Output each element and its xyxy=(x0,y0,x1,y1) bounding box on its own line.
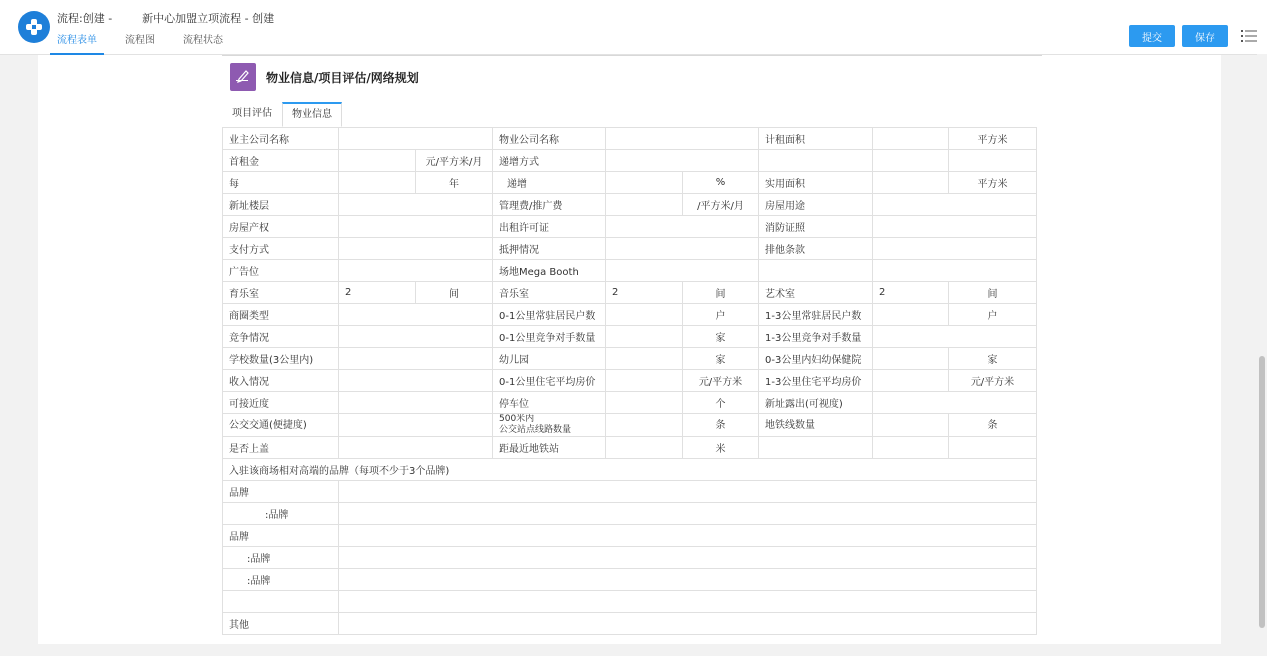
unit-jia: 家 xyxy=(683,348,759,370)
label-mortgage: 抵押情况 xyxy=(493,238,606,260)
label-visibility: 新址露出(可视度) xyxy=(759,392,873,414)
table-row xyxy=(223,591,1037,613)
house-price-1km-input[interactable] xyxy=(606,370,683,392)
label-competitors-1km: 0-1公里竞争对手数量 xyxy=(493,326,606,348)
empty-cell xyxy=(949,437,1037,459)
every-input[interactable] xyxy=(339,172,416,194)
other-input[interactable] xyxy=(339,613,1037,635)
tab-project-evaluation[interactable]: 项目评估 xyxy=(232,108,272,119)
rent-area-input[interactable] xyxy=(873,128,949,150)
tab-process-form[interactable]: 流程表单 xyxy=(50,33,104,55)
label-district-type: 商圈类型 xyxy=(223,304,339,326)
table-row xyxy=(223,128,1037,150)
school-count-input[interactable] xyxy=(339,348,493,370)
actual-area-input[interactable] xyxy=(873,172,949,194)
property-right-input[interactable] xyxy=(339,216,493,238)
table-row xyxy=(223,613,1037,635)
label-rent-area: 计租面积 xyxy=(759,128,873,150)
empty-cell xyxy=(759,437,873,459)
new-floor-input[interactable] xyxy=(339,194,493,216)
label-bus-lines-2: 公交站点线路数量 xyxy=(499,425,572,435)
unit-price: 元/平方米 xyxy=(683,370,759,392)
unit-year: 年 xyxy=(416,172,493,194)
mortgage-input[interactable] xyxy=(606,238,759,260)
label-exclusive-clause: 排他条款 xyxy=(759,238,873,260)
table-row xyxy=(223,282,1037,304)
brands-note: 入驻该商场相对高端的品牌（每项不少于3个品牌) xyxy=(223,459,1037,481)
competitors-1km-input[interactable] xyxy=(606,326,683,348)
unit-tiao: 条 xyxy=(683,414,759,437)
label-rent-license: 出租许可证 xyxy=(493,216,606,238)
table-row xyxy=(223,172,1037,194)
table-row xyxy=(223,150,1037,172)
art-room-count[interactable]: 2 xyxy=(873,282,949,304)
label-income: 收入情况 xyxy=(223,370,339,392)
label-brand: 品牌 xyxy=(223,481,339,503)
table-row xyxy=(223,459,1037,481)
unit-tiao: 条 xyxy=(949,414,1037,437)
unit-sqm: 平方米 xyxy=(949,128,1037,150)
label-ad-space: 广告位 xyxy=(223,260,339,282)
visibility-input[interactable] xyxy=(873,392,1037,414)
unit-room: 间 xyxy=(949,282,1037,304)
ad-space-input[interactable] xyxy=(339,260,493,282)
label-mgmt-fee: 管理费/推广费 xyxy=(493,194,606,216)
music-room-count[interactable]: 2 xyxy=(606,282,683,304)
mega-booth-input[interactable] xyxy=(606,260,759,282)
table-row xyxy=(223,216,1037,238)
unit-households: 户 xyxy=(949,304,1037,326)
property-info-table xyxy=(222,127,1037,635)
label-property-right: 房屋产权 xyxy=(223,216,339,238)
edit-icon xyxy=(230,63,256,91)
empty-cell xyxy=(759,260,873,282)
table-row xyxy=(223,414,1037,437)
title-prefix: 流程:创建 - xyxy=(57,12,113,25)
households-3km-input[interactable] xyxy=(873,304,949,326)
table-row xyxy=(223,348,1037,370)
label-increase-method: 递增方式 xyxy=(493,150,606,172)
table-row xyxy=(223,437,1037,459)
label-bus-lines-1: 500米内 xyxy=(499,414,535,424)
unit-households: 户 xyxy=(683,304,759,326)
label-households-3km: 1-3公里常驻居民户数 xyxy=(759,304,873,326)
unit-room: 间 xyxy=(683,282,759,304)
district-type-input[interactable] xyxy=(339,304,493,326)
property-company-input[interactable] xyxy=(606,128,759,150)
label-property-company: 物业公司名称 xyxy=(493,128,606,150)
table-row xyxy=(223,238,1037,260)
label-households-1km: 0-1公里常驻居民户数 xyxy=(493,304,606,326)
bus-lines-input[interactable] xyxy=(606,414,683,437)
label-art-room: 艺术室 xyxy=(759,282,873,304)
empty-cell xyxy=(759,150,873,172)
income-input[interactable] xyxy=(339,370,493,392)
table-row xyxy=(223,304,1037,326)
owner-company-input[interactable] xyxy=(339,128,493,150)
bus-input[interactable] xyxy=(339,414,493,437)
app-logo-icon xyxy=(18,11,50,43)
table-row xyxy=(223,481,1037,503)
label-fire-license: 消防证照 xyxy=(759,216,873,238)
label-bus: 公交交通(便捷度) xyxy=(223,414,339,437)
brand-input[interactable] xyxy=(339,525,1037,547)
accessibility-input[interactable] xyxy=(339,392,493,414)
label-payment: 支付方式 xyxy=(223,238,339,260)
house-use-input[interactable] xyxy=(873,194,1037,216)
submit-button[interactable]: 提交 xyxy=(1129,25,1175,47)
parking-input[interactable] xyxy=(606,392,683,414)
label-actual-area: 实用面积 xyxy=(759,172,873,194)
brand-input[interactable] xyxy=(339,503,1037,525)
increase-method-input[interactable] xyxy=(606,150,759,172)
label-accessibility: 可接近度 xyxy=(223,392,339,414)
unit-fee: /平方米/月 xyxy=(683,194,759,216)
first-rent-input[interactable] xyxy=(339,150,416,172)
brand-input[interactable] xyxy=(339,591,1037,613)
app-header xyxy=(0,0,1267,55)
label-other: 其他 xyxy=(223,613,339,635)
label-house-price-1km: 0-1公里住宅平均房价 xyxy=(493,370,606,392)
table-row xyxy=(223,547,1037,569)
table-row xyxy=(223,569,1037,591)
unit-ge: 个 xyxy=(683,392,759,414)
process-name: 新中心加盟立项流程 - 创建 xyxy=(142,12,275,25)
mgmt-fee-input[interactable] xyxy=(606,194,683,216)
list-menu-icon[interactable] xyxy=(1241,29,1257,43)
empty-cell xyxy=(873,150,949,172)
tab-process-chart[interactable]: 流程图 xyxy=(125,35,155,46)
fire-license-input[interactable] xyxy=(873,216,1037,238)
brand-input[interactable] xyxy=(339,547,1037,569)
label-brand: 品牌 xyxy=(223,525,339,547)
section-header xyxy=(230,63,419,91)
kindergarten-input[interactable] xyxy=(606,348,683,370)
metro-lines-input[interactable] xyxy=(873,414,949,437)
empty-cell xyxy=(873,260,1037,282)
label-owner-company: 业主公司名称 xyxy=(223,128,339,150)
table-row xyxy=(223,370,1037,392)
label-brand xyxy=(223,591,339,613)
label-metro-distance: 距最近地铁站 xyxy=(493,437,606,459)
unit-room: 间 xyxy=(416,282,493,304)
table-row xyxy=(223,525,1037,547)
rent-license-input[interactable] xyxy=(606,216,759,238)
label-brand: :品牌 xyxy=(223,569,339,591)
label-brand: :品牌 xyxy=(223,547,339,569)
brand-input[interactable] xyxy=(339,569,1037,591)
label-edu-room: 育乐室 xyxy=(223,282,339,304)
table-row xyxy=(223,260,1037,282)
exclusive-clause-input[interactable] xyxy=(873,238,1037,260)
label-house-use: 房屋用途 xyxy=(759,194,873,216)
label-maternal-hospital: 0-3公里内妇幼保健院 xyxy=(759,348,873,370)
competitors-3km-input[interactable] xyxy=(873,326,1037,348)
table-row xyxy=(223,392,1037,414)
label-metro-lines: 地铁线数量 xyxy=(759,414,873,437)
label-music-room: 音乐室 xyxy=(493,282,606,304)
scrollbar-thumb[interactable] xyxy=(1259,356,1265,628)
label-competition: 竞争情况 xyxy=(223,326,339,348)
tab-property-info[interactable]: 物业信息 xyxy=(282,102,342,127)
unit-sqm: 平方米 xyxy=(949,172,1037,194)
unit-mi: 米 xyxy=(683,437,759,459)
table-row xyxy=(223,503,1037,525)
edu-room-count[interactable]: 2 xyxy=(339,282,416,304)
label-increase: 递增 xyxy=(493,172,606,194)
label-first-rent: 首租金 xyxy=(223,150,339,172)
label-on-metro: 是否上盖 xyxy=(223,437,339,459)
workflow-title xyxy=(57,10,274,26)
empty-cell xyxy=(873,437,949,459)
table-row xyxy=(223,194,1037,216)
payment-input[interactable] xyxy=(339,238,493,260)
house-price-3km-input[interactable] xyxy=(873,370,949,392)
label-kindergarten: 幼儿园 xyxy=(493,348,606,370)
unit-jia: 家 xyxy=(683,326,759,348)
label-school-count: 学校数量(3公里内) xyxy=(223,348,339,370)
divider xyxy=(222,55,1042,56)
increase-input[interactable] xyxy=(606,172,683,194)
competition-input[interactable] xyxy=(339,326,493,348)
households-1km-input[interactable] xyxy=(606,304,683,326)
label-every: 每 xyxy=(223,172,339,194)
sub-tabs xyxy=(222,102,342,126)
maternal-hospital-input[interactable] xyxy=(873,348,949,370)
tab-process-status[interactable]: 流程状态 xyxy=(183,35,223,46)
label-competitors-3km: 1-3公里竞争对手数量 xyxy=(759,326,873,348)
unit-jia: 家 xyxy=(949,348,1037,370)
label-new-floor: 新址楼层 xyxy=(223,194,339,216)
on-metro-input[interactable] xyxy=(339,437,493,459)
label-brand: :品牌 xyxy=(223,503,339,525)
label-mega-booth: 场地Mega Booth xyxy=(493,260,606,282)
unit-rent: 元/平方米/月 xyxy=(416,150,493,172)
unit-price: 元/平方米 xyxy=(949,370,1037,392)
header-tabs xyxy=(50,33,244,54)
unit-percent: % xyxy=(683,172,759,194)
label-bus-lines xyxy=(493,414,606,437)
empty-cell xyxy=(949,150,1037,172)
table-row xyxy=(223,326,1037,348)
save-button[interactable]: 保存 xyxy=(1182,25,1228,47)
label-house-price-3km: 1-3公里住宅平均房价 xyxy=(759,370,873,392)
section-title: 物业信息/项目评估/网络规划 xyxy=(266,70,419,85)
brand-input[interactable] xyxy=(339,481,1037,503)
metro-distance-input[interactable] xyxy=(606,437,683,459)
label-parking: 停车位 xyxy=(493,392,606,414)
